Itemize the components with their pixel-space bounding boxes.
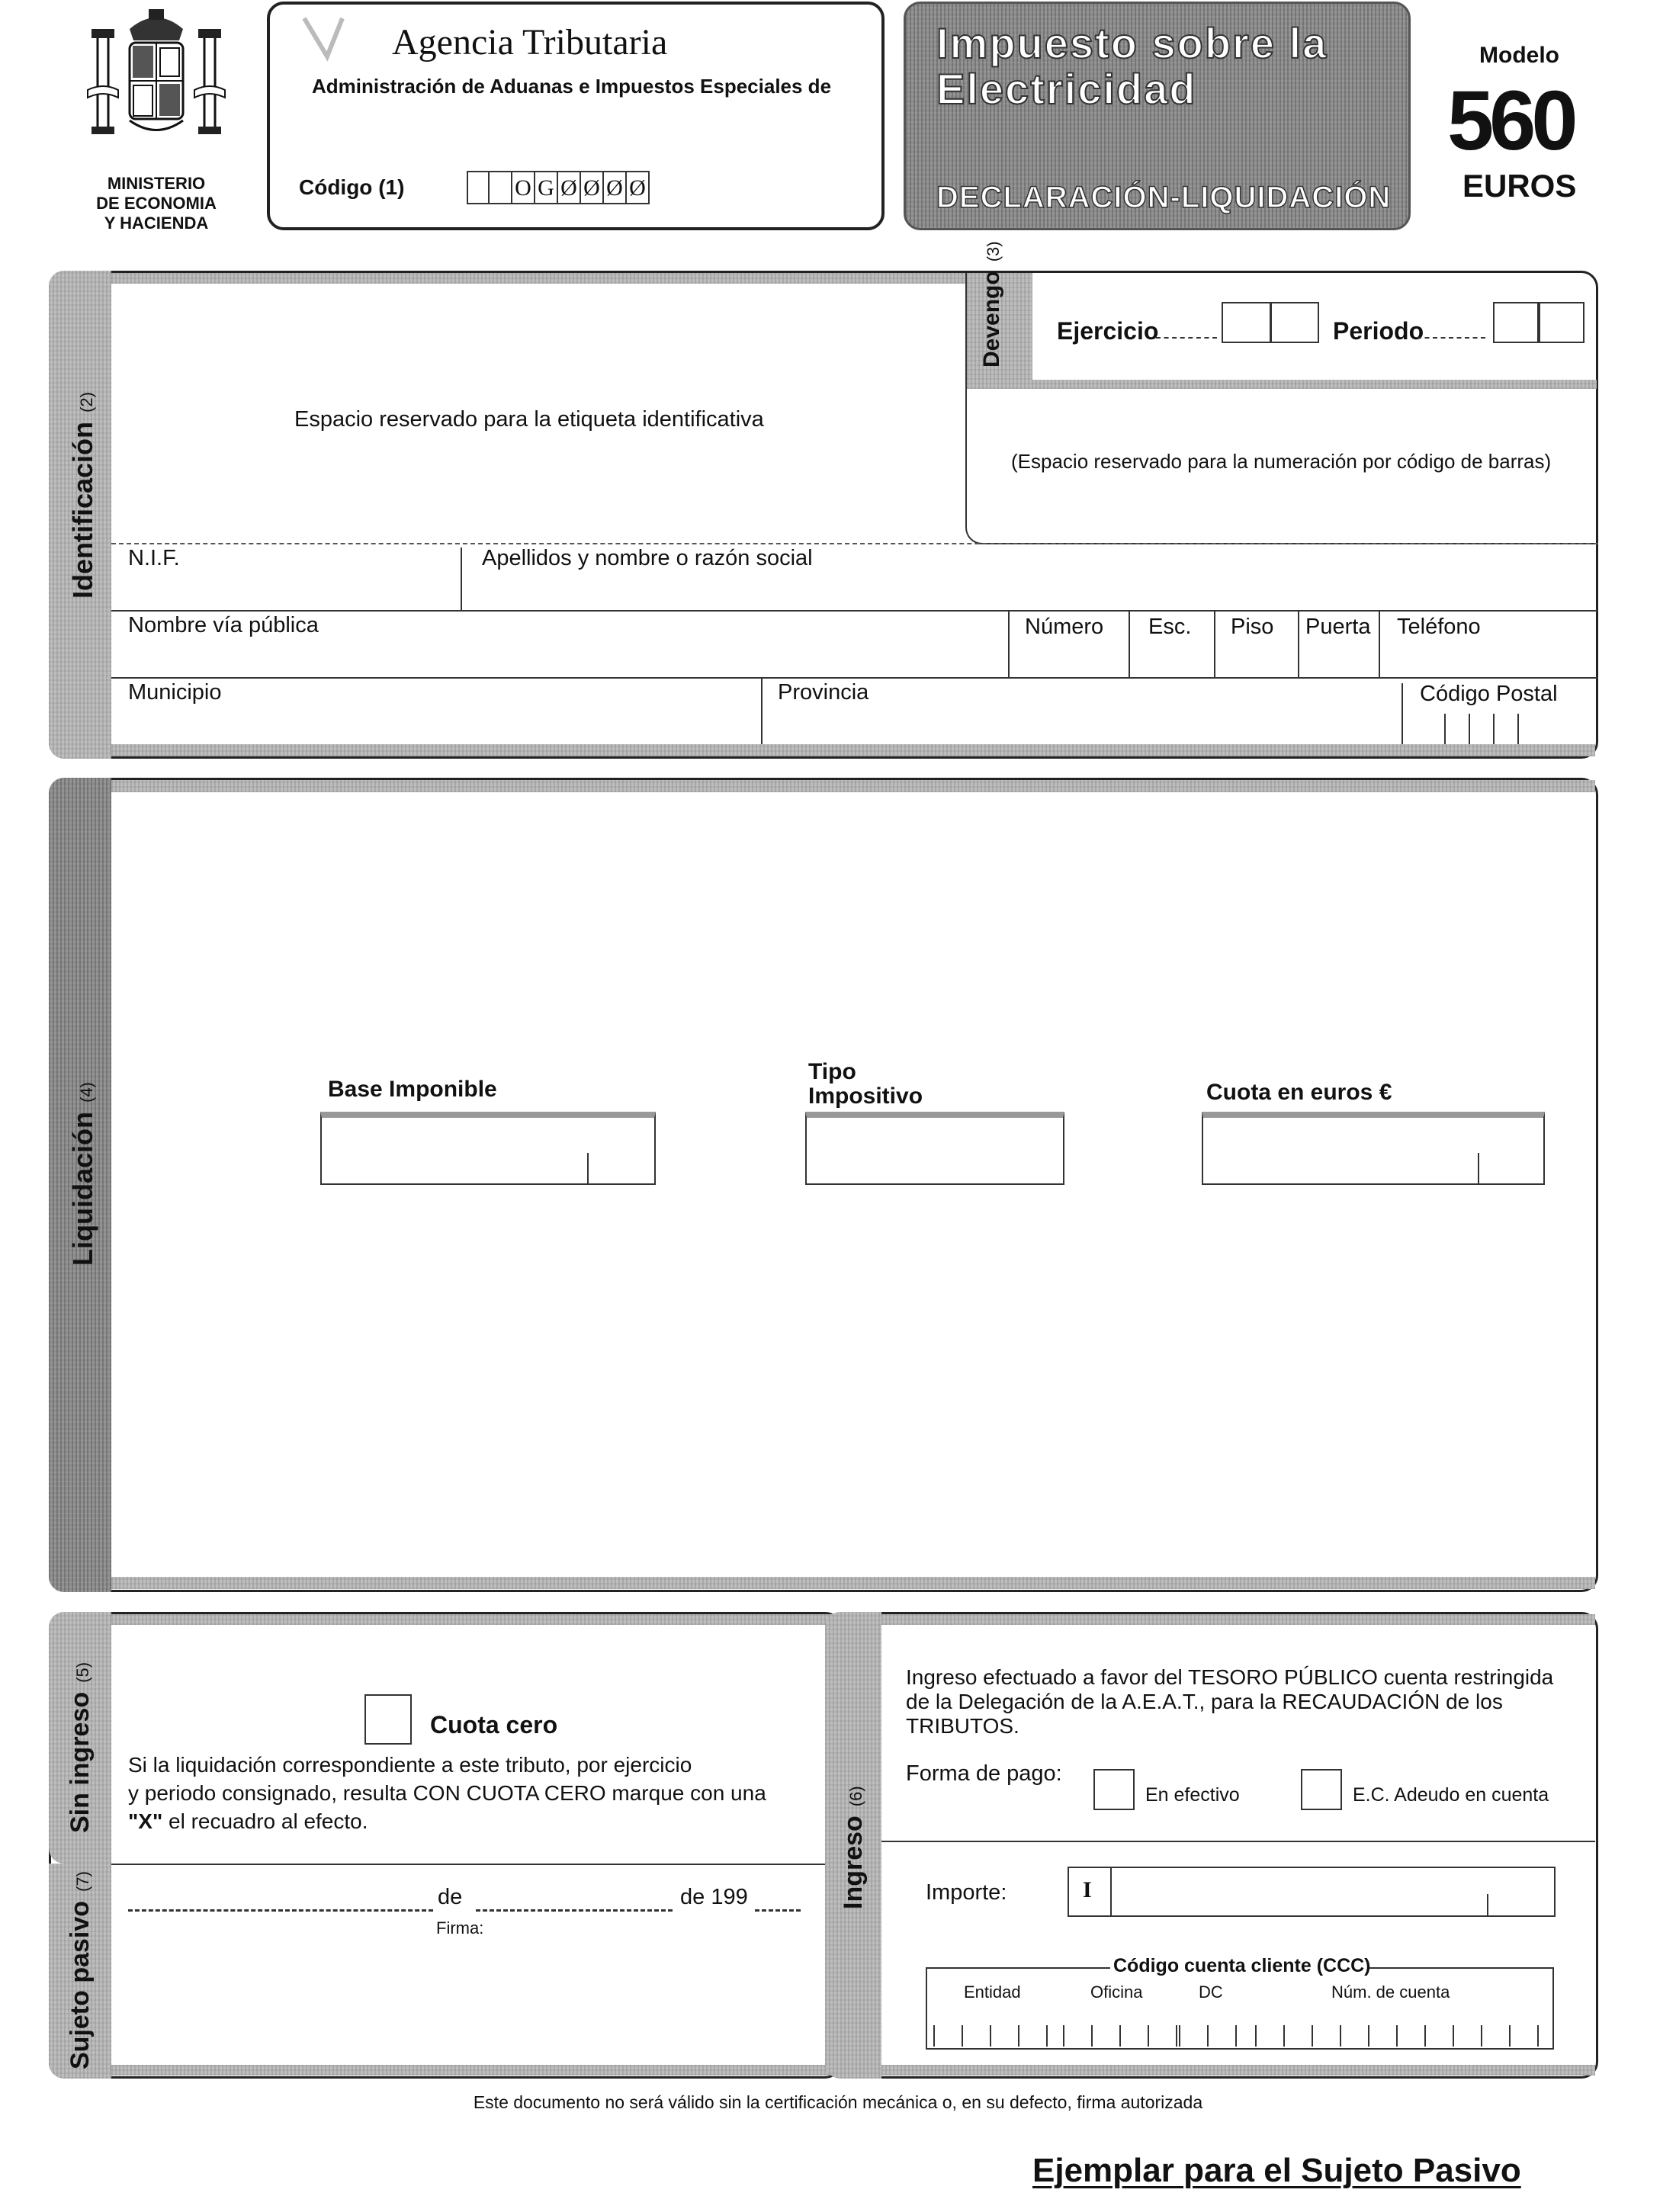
copy-label: Ejemplar para el Sujeto Pasivo (1032, 2152, 1521, 2189)
liquidacion-label: Liquidación(4) (67, 1082, 98, 1266)
barcode-text: (Espacio reservado para la numeración por código de barras) (1011, 450, 1552, 473)
ejercicio-input[interactable] (1270, 302, 1319, 343)
de-label: de (438, 1885, 463, 1909)
via-label: Nombre vía pública (128, 613, 319, 637)
piso-label: Piso (1231, 615, 1274, 639)
ccc-box (926, 1955, 1554, 2050)
codigo-digit[interactable] (490, 171, 512, 204)
ccc-title: Código cuenta cliente (CCC) (1113, 1955, 1371, 1976)
ccc-tick (1091, 2025, 1093, 2047)
ccc-top-right (1369, 1967, 1552, 1969)
apellidos-label: Apellidos y nombre o razón social (482, 546, 813, 570)
agency-box (267, 2, 885, 230)
year-line[interactable] (755, 1909, 801, 1912)
ccc-tick (1235, 2025, 1237, 2047)
ccc-tick (1063, 2025, 1064, 2047)
adeudo-checkbox[interactable] (1301, 1769, 1342, 1810)
administration-text: Administración de Aduanas e Impuestos Especiales de (312, 75, 832, 98)
sin-ingreso-tab (49, 1612, 111, 1864)
ccc-tick (1481, 2025, 1482, 2047)
ejercicio-label: Ejercicio (1057, 317, 1159, 345)
oficina-label: Oficina (1090, 1982, 1143, 2002)
sin-ingreso-top-strip (111, 1614, 840, 1625)
codigo-digit: O (512, 171, 535, 204)
ccc-tick (1255, 2025, 1257, 2047)
row-divider (111, 677, 1598, 679)
ccc-tick (1283, 2025, 1285, 2047)
nif-label: N.I.F. (128, 546, 180, 570)
day-line[interactable] (476, 1909, 673, 1912)
codigo-label: Código (1) (299, 175, 405, 199)
ccc-input[interactable] (927, 2015, 1552, 2048)
forma-pago-label: Forma de pago: (906, 1761, 1062, 1786)
liquidacion-section (49, 778, 1598, 1592)
row-divider (111, 543, 1598, 544)
efectivo-checkbox[interactable] (1093, 1769, 1135, 1810)
col-divider (1129, 610, 1130, 677)
section-divider (881, 1841, 1595, 1842)
col-divider (1008, 610, 1010, 677)
codigo-postal-label: Código Postal (1420, 682, 1558, 706)
col-divider (1298, 610, 1299, 677)
identificacion-label: Identificación(2) (67, 392, 98, 599)
sin-ingreso-label: Sin ingreso(5) (66, 1661, 95, 1833)
etiqueta-area (111, 284, 965, 535)
efectivo-label: En efectivo (1145, 1784, 1240, 1806)
liquidacion-top-strip (111, 780, 1595, 792)
ccc-tick (1453, 2025, 1454, 2047)
ccc-top-left (927, 1967, 1110, 1969)
ministry-name: MINISTERIO DE ECONOMIA Y HACIENDA (96, 174, 217, 233)
decimal-divider (587, 1153, 589, 1185)
ccc-tick (1340, 2025, 1341, 2047)
codigo-digit: Ø (581, 171, 604, 204)
decimal-divider (1478, 1153, 1479, 1185)
cuota-cero-label: Cuota cero (430, 1711, 558, 1738)
cuota-label: Cuota en euros € (1206, 1080, 1392, 1105)
apellidos-input[interactable] (482, 576, 1580, 607)
modelo-number: 560 (1447, 74, 1574, 168)
nif-divider (461, 547, 462, 610)
cuenta-label: Núm. de cuenta (1331, 1982, 1450, 2002)
ingreso-label: Ingreso(6) (839, 1786, 868, 1909)
esc-label: Esc. (1148, 615, 1192, 639)
devengo-label: Devengo(3) (979, 241, 1004, 368)
cuota-cero-checkbox[interactable] (364, 1694, 412, 1745)
ingreso-top-strip (881, 1614, 1595, 1625)
identificacion-top-strip (111, 273, 965, 284)
ejercicio-input[interactable] (1222, 302, 1270, 343)
ccc-tick (1424, 2025, 1426, 2047)
devengo-divider (967, 380, 1597, 389)
devengo-tab (967, 241, 1032, 380)
ccc-tick (1396, 2025, 1398, 2047)
ccc-tick (1176, 2025, 1177, 2047)
codigo-digit: Ø (558, 171, 581, 204)
ingreso-bottom-strip (881, 2065, 1595, 2076)
tipo-label: Tipo Impositivo (808, 1059, 923, 1109)
tipo-input[interactable] (805, 1112, 1064, 1185)
place-line[interactable] (128, 1909, 433, 1912)
col-divider (761, 677, 763, 753)
dc-label: DC (1199, 1982, 1223, 2002)
identificacion-tab (49, 271, 111, 759)
ingreso-tab (825, 1612, 881, 2079)
sujeto-pasivo-tab (49, 1864, 111, 2079)
agency-title: Agencia Tributaria (392, 22, 668, 63)
decimal-divider (1487, 1894, 1488, 1915)
cuota-cero-text: Si la liquidación correspondiente a este tributo, por ejercicio y periodo consignado, resulta CON CUOTA CERO marque con una "X" el recuadro al efecto. (128, 1753, 766, 1833)
bottom-left-strip (111, 2065, 840, 2076)
col-divider (1214, 610, 1215, 677)
ccc-tick (1046, 2025, 1048, 2047)
codigo-digit: Ø (627, 171, 650, 204)
ccc-tick (1207, 2025, 1209, 2047)
etiqueta-text: Espacio reservado para la etiqueta identificativa (294, 407, 764, 432)
periodo-input[interactable] (1539, 302, 1584, 343)
puerta-label: Puerta (1305, 615, 1371, 639)
numero-label: Número (1025, 615, 1104, 639)
col-divider (1401, 683, 1403, 753)
sujeto-pasivo-label: Sujeto pasivo(7) (66, 1871, 95, 2069)
devengo-area (965, 241, 1597, 544)
firma-label: Firma: (436, 1918, 484, 1938)
periodo-leader (1417, 337, 1485, 339)
entidad-label: Entidad (964, 1982, 1021, 2002)
provincia-label: Provincia (778, 680, 869, 705)
tax-title: Impuesto sobre la Electricidad (936, 19, 1328, 113)
telefono-label: Teléfono (1397, 615, 1481, 639)
via-input[interactable] (128, 644, 997, 674)
ccc-tick (933, 2025, 935, 2047)
footer-notice: Este documento no será válido sin la certificación mecánica o, en su defecto, firma autorizada (473, 2092, 1203, 2112)
ccc-tick (962, 2025, 963, 2047)
identificacion-bottom-strip (111, 744, 1595, 756)
liquidacion-tab (49, 778, 111, 1592)
tax-title-box (904, 2, 1411, 230)
declaration-title: DECLARACIÓN-LIQUIDACIÓN (936, 181, 1392, 214)
base-imponible-input[interactable] (320, 1112, 656, 1185)
importe-label: Importe: (926, 1880, 1007, 1905)
municipio-label: Municipio (128, 680, 222, 705)
municipio-input[interactable] (128, 711, 753, 741)
importe-input[interactable] (1068, 1867, 1556, 1917)
provincia-input[interactable] (778, 711, 1380, 741)
ccc-tick (1312, 2025, 1313, 2047)
coat-of-arms-icon (76, 6, 236, 159)
base-imponible-label: Base Imponible (328, 1077, 497, 1102)
ccc-tick (990, 2025, 991, 2047)
bottom-left-section (49, 1612, 842, 2079)
ccc-tick (1018, 2025, 1019, 2047)
codigo-digit: Ø (604, 171, 627, 204)
importe-divider (1110, 1868, 1112, 1915)
ccc-tick (1509, 2025, 1511, 2047)
ccc-tick (1148, 2025, 1149, 2047)
nif-input[interactable] (128, 576, 456, 607)
ejercicio-leader (1156, 337, 1217, 339)
periodo-label: Periodo (1333, 317, 1424, 345)
ccc-tick (1119, 2025, 1121, 2047)
row-divider (111, 610, 1598, 612)
section-divider (111, 1864, 840, 1865)
periodo-input[interactable] (1493, 302, 1539, 343)
de-year-label: de 199 (680, 1885, 748, 1909)
ccc-tick (1368, 2025, 1369, 2047)
cuota-input[interactable] (1202, 1112, 1545, 1185)
adeudo-label: E.C. Adeudo en cuenta (1353, 1784, 1549, 1806)
liquidacion-bottom-strip (111, 1577, 1595, 1589)
modelo-label: Modelo (1479, 43, 1559, 68)
currency-label: EUROS (1462, 168, 1577, 204)
ccc-tick (1537, 2025, 1539, 2047)
importe-prefix: I (1083, 1877, 1092, 1902)
ingreso-text: Ingreso efectuado a favor del TESORO PÚBLICO cuenta restringida de la Delegación de la A.E.A.T., para la RECAUDACIÓN de los TRIBUTOS. (906, 1665, 1554, 1738)
codigo-digit[interactable] (467, 171, 490, 204)
codigo-digits (467, 171, 650, 204)
ccc-tick (1179, 2025, 1180, 2047)
agency-logo-icon (300, 11, 354, 64)
codigo-digit: G (535, 171, 558, 204)
col-divider (1379, 610, 1380, 677)
